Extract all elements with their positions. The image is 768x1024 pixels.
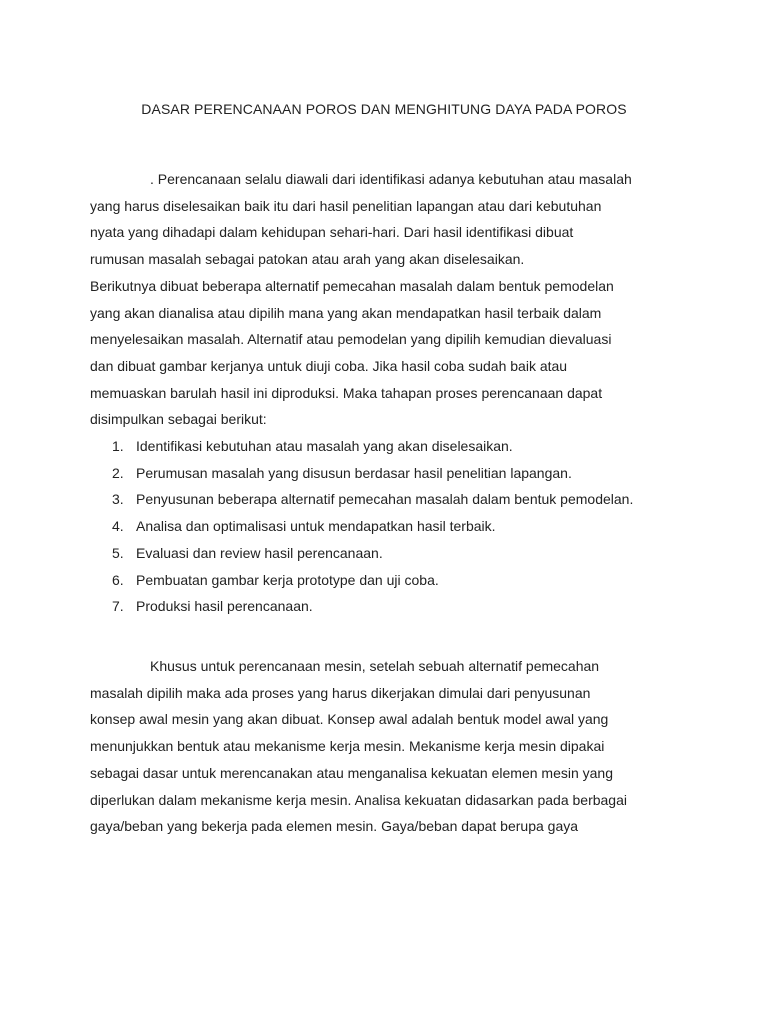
list-item-number: 6. [112, 571, 124, 588]
paragraph-line: masalah dipilih maka ada proses yang harus dikerjakan dimulai dari penyusunan [90, 684, 591, 701]
list-item-number: 2. [112, 464, 124, 481]
list-item-number: 3. [112, 491, 124, 508]
paragraph-line: diperlukan dalam mekanisme kerja mesin. Analisa kekuatan didasarkan pada berbagai [90, 791, 627, 808]
paragraph-line: sebagai dasar untuk merencanakan atau menganalisa kekuatan elemen mesin yang [90, 764, 614, 781]
paragraph-line: disimpulkan sebagai berikut: [90, 411, 267, 428]
list-item [90, 540, 690, 567]
list-item-number: 5. [112, 544, 124, 561]
paragraph-line: gaya/beban yang bekerja pada elemen mesin. Gaya/beban dapat berupa gaya [90, 818, 579, 835]
list-item [90, 513, 690, 540]
document-title: DASAR PERENCANAAN POROS DAN MENGHITUNG DAYA PADA POROS [141, 101, 627, 117]
paragraph-line: rumusan masalah sebagai patokan atau arah yang akan diselesaikan. [90, 251, 525, 268]
paragraph-line: Berikutnya dibuat beberapa alternatif pemecahan masalah dalam bentuk pemodelan [90, 277, 614, 294]
list-item-number: 7. [112, 598, 124, 615]
paragraph-line: memuaskan barulah hasil ini diproduksi. Maka tahapan proses perencanaan dapat [90, 384, 603, 401]
list-item-text: Pembuatan gambar kerja prototype dan uji coba. [136, 571, 439, 588]
list-item-number: 4. [112, 518, 124, 535]
steps-list [90, 433, 690, 620]
list-item [90, 593, 690, 620]
paragraph-line: nyata yang dihadapi dalam kehidupan sehari-hari. Dari hasil identifikasi dibuat [90, 224, 574, 241]
list-item [90, 460, 690, 487]
list-item-text: Evaluasi dan review hasil perencanaan. [136, 544, 383, 561]
list-item [90, 486, 690, 513]
paragraph-intro [90, 166, 690, 433]
paragraph-line: Khusus untuk perencanaan mesin, setelah sebuah alternatif pemecahan [150, 658, 600, 674]
paragraph-line: menunjukkan bentuk atau mekanisme kerja mesin. Mekanisme kerja mesin dipakai [90, 738, 605, 755]
paragraph-line: dan dibuat gambar kerjanya untuk diuji coba. Jika hasil coba sudah baik atau [90, 357, 568, 374]
list-item-number: 1. [112, 438, 124, 454]
paragraph-line: yang harus diselesaikan baik itu dari hasil penelitian lapangan atau dari kebutuhan [90, 197, 602, 214]
list-item-text: Analisa dan optimalisasi untuk mendapatkan hasil terbaik. [136, 518, 496, 535]
list-item-text: Produksi hasil perencanaan. [136, 598, 313, 615]
list-item [90, 567, 690, 594]
paragraph-line: menyelesaikan masalah. Alternatif atau pemodelan yang dipilih kemudian dievaluasi [90, 331, 612, 348]
paragraph-line: yang akan dianalisa atau dipilih mana yang akan mendapatkan hasil terbaik dalam [90, 304, 602, 321]
paragraph-line: konsep awal mesin yang akan dibuat. Konsep awal adalah bentuk model awal yang [90, 711, 609, 728]
paragraph-machine-design [90, 653, 690, 840]
list-item-text: Perumusan masalah yang disusun berdasar hasil penelitian lapangan. [136, 464, 572, 481]
list-item-text: Penyusunan beberapa alternatif pemecahan masalah dalam bentuk pemodelan. [136, 491, 634, 508]
paragraph-line: . Perencanaan selalu diawali dari identifikasi adanya kebutuhan atau masalah [150, 171, 632, 187]
list-item-text: Identifikasi kebutuhan atau masalah yang akan diselesaikan. [136, 438, 513, 454]
list-item [90, 433, 690, 460]
